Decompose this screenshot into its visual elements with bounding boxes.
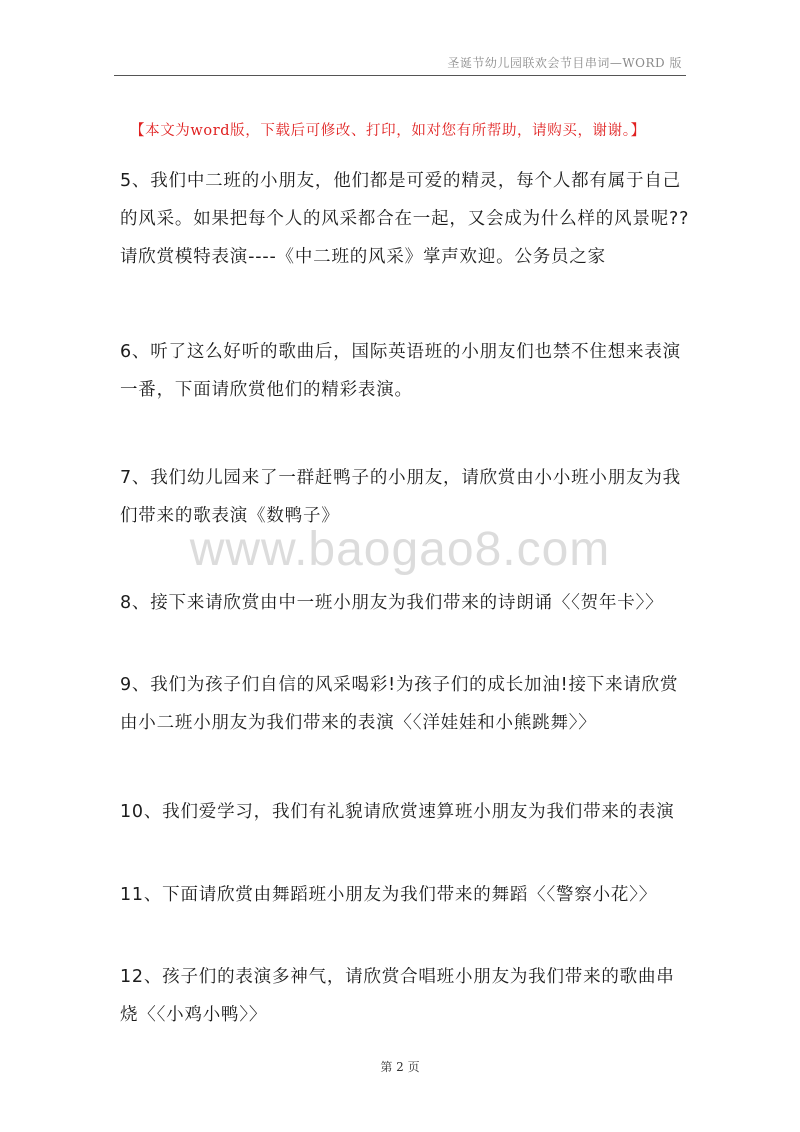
document-header-title: 圣诞节幼儿园联欢会节目串词—WORD 版 xyxy=(447,56,682,70)
page-number: 第 2 页 xyxy=(380,1060,420,1074)
paragraph-11: 11、下面请欣赏由舞蹈班小朋友为我们带来的舞蹈〈〈警察小花〉〉 xyxy=(120,885,658,905)
purchase-notice: 【本文为word版，下载后可修改、打印，如对您有所帮助，请购买，谢谢。】 xyxy=(130,123,646,139)
paragraph-5: 5、我们中二班的小朋友，他们都是可爱的精灵，每个人都有属于自己的风采。如果把每个人的风采都合在一起，又会成为什么样的风景呢??请欣赏模特表演----《中二班的风采》掌声欢迎。公务员之家 xyxy=(120,171,690,267)
paragraph-7: 7、我们幼儿园来了一群赶鸭子的小朋友，请欣赏由小小班小朋友为我们带来的歌表演《数鸭子》 xyxy=(120,468,681,526)
paragraph-8: 8、接下来请欣赏由中一班小朋友为我们带来的诗朗诵〈〈贺年卡〉〉 xyxy=(120,593,664,613)
paragraph-6: 6、听了这么好听的歌曲后，国际英语班的小朋友们也禁不住想来表演一番，下面请欣赏他们的精彩表演。 xyxy=(120,342,681,400)
paragraph-12: 12、孩子们的表演多神气，请欣赏合唱班小朋友为我们带来的歌曲串烧〈〈小鸡小鸭〉〉 xyxy=(120,967,675,1025)
watermark: www.baogao8.com xyxy=(189,523,611,576)
header-divider xyxy=(114,75,686,76)
paragraph-10: 10、我们爱学习，我们有礼貌请欣赏速算班小朋友为我们带来的表演 xyxy=(120,802,675,822)
paragraph-9: 9、我们为孩子们自信的风采喝彩!为孩子们的成长加油!接下来请欣赏由小二班小朋友为我们带来的表演〈〈洋娃娃和小熊跳舞〉〉 xyxy=(120,675,679,733)
